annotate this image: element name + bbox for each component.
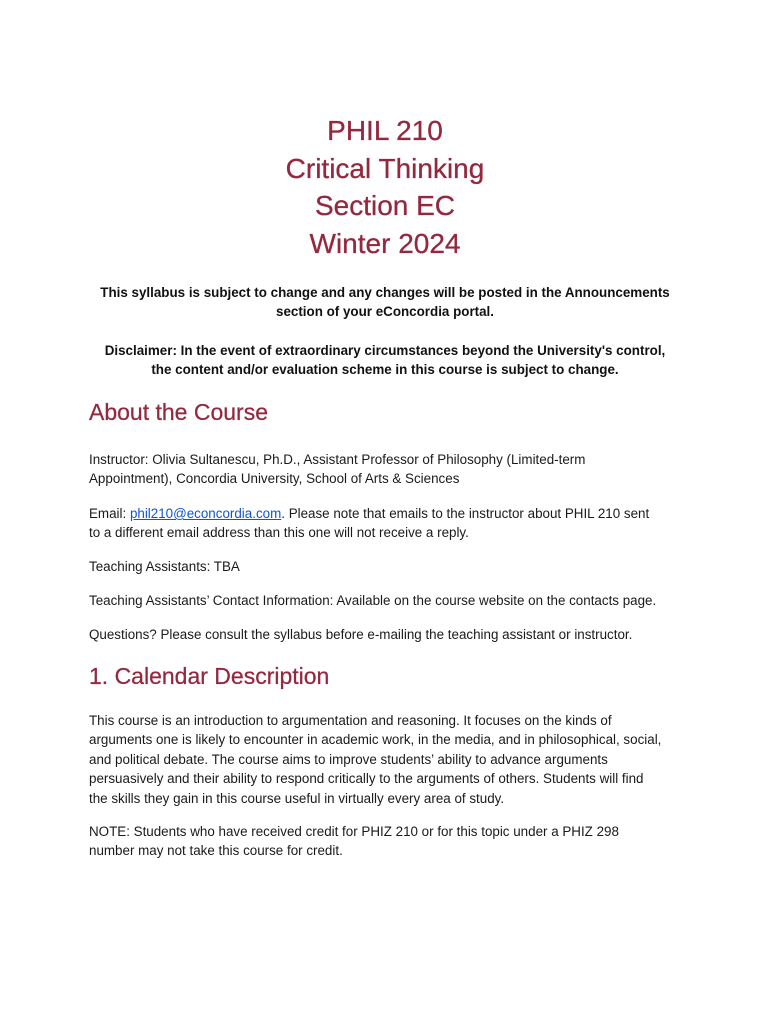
description-line: the skills they gain in this course useful in virtually every area of study. [89, 790, 505, 806]
credit-note [89, 822, 689, 861]
disclaimer-line: the content and/or evaluation scheme in this course is subject to change. [151, 362, 619, 377]
calendar-description [89, 711, 689, 808]
email-link[interactable]: phil210@econcordia.com [129, 506, 282, 521]
description-line: arguments one is likely to encounter in academic work, in the media, and in philosophical, social, [89, 732, 662, 748]
description-line: and political debate. The course aims to improve students’ ability to advance arguments [89, 751, 608, 767]
email-note-line: to a different email address than this one will not receive a reply. [89, 525, 469, 541]
about-heading: About the Course [89, 399, 269, 425]
description-line: This course is an introduction to argumentation and reasoning. It focuses on the kinds of [89, 713, 612, 728]
course-name: Critical Thinking [285, 152, 485, 184]
note-line: number may not take this course for credit. [89, 843, 343, 859]
description-line: persuasively and their ability to respond critically to the arguments of others. Students will find [89, 771, 644, 787]
teaching-assistants: Teaching Assistants: TBA [89, 559, 240, 574]
change-notice-line: section of your eConcordia portal. [276, 304, 494, 319]
email-label: Email: [89, 506, 130, 521]
course-title-block [89, 112, 681, 262]
instructor-paragraph [89, 450, 689, 489]
change-notice [89, 283, 681, 321]
email-paragraph [89, 504, 689, 543]
change-notice-line: This syllabus is subject to change and any changes will be posted in the Announcements [100, 285, 670, 300]
ta-contact-info: Teaching Assistants’ Contact Information: Available on the course website on the contacts page. [89, 593, 657, 608]
disclaimer-line: Disclaimer: In the event of extraordinary circumstances beyond the University's control, [104, 343, 666, 358]
questions-note: Questions? Please consult the syllabus before e-mailing the teaching assistant or instructor. [89, 627, 633, 642]
course-section: Section EC [314, 190, 456, 221]
course-term: Winter 2024 [309, 227, 461, 259]
email-note: . Please note that emails to the instructor about PHIL 210 sent [281, 506, 650, 521]
course-code: PHIL 210 [327, 115, 443, 146]
instructor-line: Appointment), Concordia University, School of Arts & Sciences [89, 471, 460, 487]
disclaimer-notice [89, 341, 681, 379]
email-line [89, 504, 689, 523]
instructor-line: Instructor: Olivia Sultanescu, Ph.D., Assistant Professor of Philosophy (Limited-term [89, 452, 586, 467]
calendar-heading: 1. Calendar Description [89, 663, 330, 689]
note-line: NOTE: Students who have received credit for PHIZ 210 or for this topic under a PHIZ 298 [89, 824, 619, 839]
